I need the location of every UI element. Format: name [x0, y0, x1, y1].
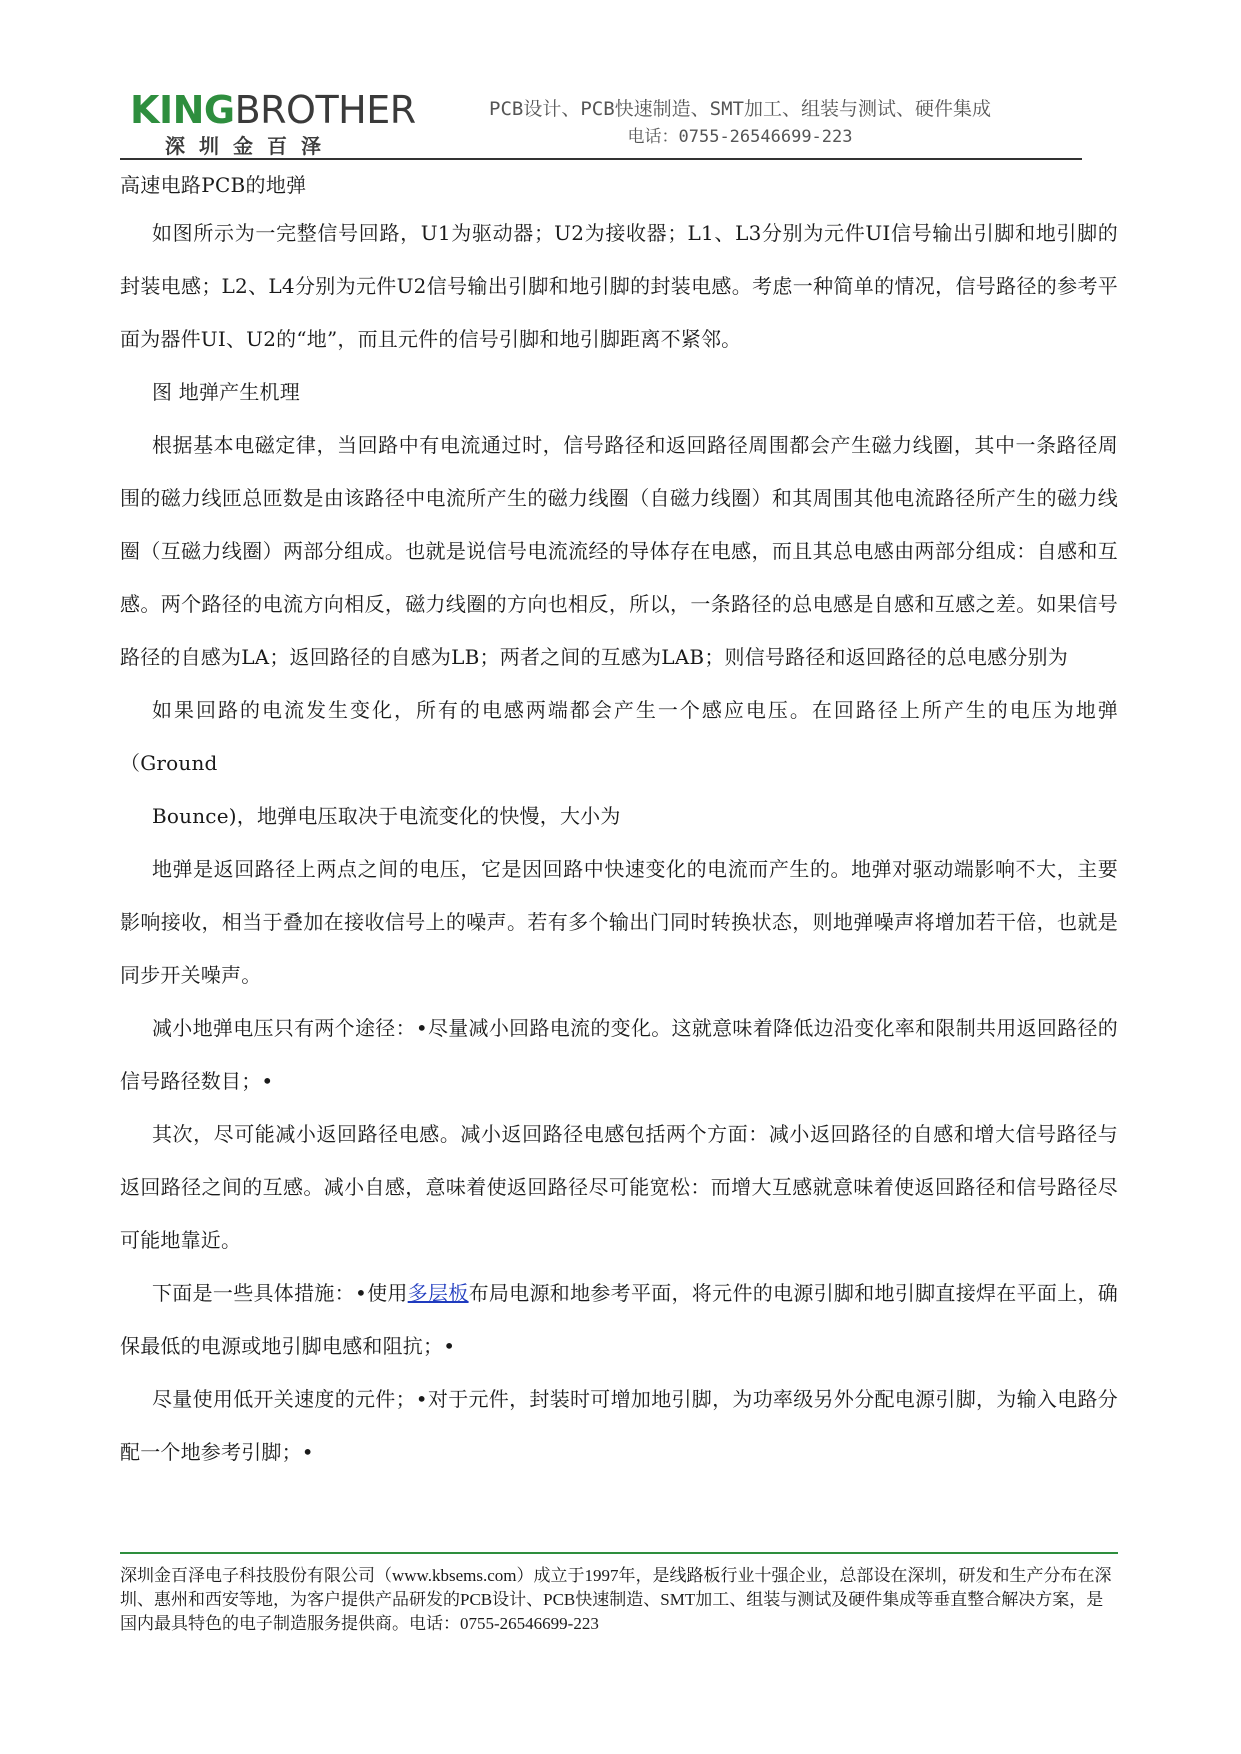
- paragraph-with-link: [120, 1267, 1118, 1373]
- footer-divider: [120, 1552, 1118, 1554]
- page-header: [0, 0, 1241, 160]
- paragraph: Bounce)，地弹电压取决于电流变化的快慢，大小为: [152, 804, 621, 828]
- multilayer-board-link[interactable]: 多层板: [407, 1281, 469, 1305]
- header-phone: 电话：0755-26546699-223: [627, 127, 853, 147]
- paragraph: 如果回路的电流发生变化，所有的电感两端都会产生一个感应电压。在回路径上所产生的电压为地弹（Ground: [120, 698, 1118, 775]
- document-title: 高速电路PCB的地弹: [120, 173, 307, 197]
- paragraph-text-before-link: 下面是一些具体措施：•使用: [152, 1281, 408, 1305]
- figure-caption: 图 地弹产生机理: [152, 380, 300, 404]
- paragraph: 地弹是返回路径上两点之间的电压，它是因回路中快速变化的电流而产生的。地弹对驱动端影响不大，主要影响接收，相当于叠加在接收信号上的噪声。若有多个输出门同时转换状态，则地弹噪声将增加若干倍，也就是同步开关噪声。: [120, 857, 1118, 987]
- paragraph: 减小地弹电压只有两个途径：•尽量减小回路电流的变化。这就意味着降低边沿变化率和限制共用返回路径的信号路径数目；•: [120, 1016, 1118, 1093]
- paragraph-text-after-link: 布局电源和地参考平面，将元件的电源引脚和地引脚直接焊在平面上，确保最低的电源或地引脚电感和阻抗；•: [120, 1281, 1118, 1358]
- page-footer: 深圳金百泽电子科技股份有限公司（www.kbsems.com）成立于1997年，是线路板行业十强企业，总部设在深圳，研发和生产分布在深圳、惠州和西安等地，为客户提供产品研发的PCB设计、PCB快速制造、SMT加工、组装与测试及硬件集成等垂直整合解决方案，是国内最具特色的电子制造服务提供商。电话：0755-26546699-223: [120, 1566, 1112, 1633]
- header-services: PCB设计、PCB快速制造、SMT加工、组装与测试、硬件集成: [489, 98, 991, 120]
- logo-king-text: KING: [130, 88, 235, 132]
- logo-brother-text: BROTHER: [234, 88, 416, 132]
- header-divider: [120, 158, 1082, 160]
- paragraph: 尽量使用低开关速度的元件；•对于元件，封装时可增加地引脚，为功率级另外分配电源引脚，为输入电路分配一个地参考引脚；•: [120, 1387, 1118, 1464]
- paragraph: 其次，尽可能减小返回路径电感。减小返回路径电感包括两个方面：减小返回路径的自感和增大信号路径与返回路径之间的互感。减小自感，意味着使返回路径尽可能宽松：而增大互感就意味着使返回路径和信号路径尽可能地靠近。: [120, 1122, 1118, 1252]
- paragraph: 根据基本电磁定律，当回路中有电流通过时，信号路径和返回路径周围都会产生磁力线圈，其中一条路径周围的磁力线匝总匝数是由该路径中电流所产生的磁力线圈（自磁力线圈）和其周围其他电流路径所产生的磁力线圈（互磁力线圈）两部分组成。也就是说信号电流流经的导体存在电感，而且其总电感由两部分组成：自感和互感。两个路径的电流方向相反，磁力线圈的方向也相反，所以，一条路径的总电感是自感和互感之差。如果信号路径的自感为LA；返回路径的自感为LB；两者之间的互感为LAB；则信号路径和返回路径的总电感分别为: [120, 433, 1118, 669]
- paragraph: 如图所示为一完整信号回路，U1为驱动器；U2为接收器；L1、L3分别为元件UI信号输出引脚和地引脚的封装电感；L2、L4分别为元件U2信号输出引脚和地引脚的封装电感。考虑一种简单的情况，信号路径的参考平面为器件UI、U2的“地”，而且元件的信号引脚和地引脚距离不紧邻。: [120, 221, 1118, 351]
- company-logo: [130, 88, 416, 132]
- logo-chinese-name: 深圳金百泽: [165, 134, 335, 158]
- document-body: [120, 168, 1118, 1479]
